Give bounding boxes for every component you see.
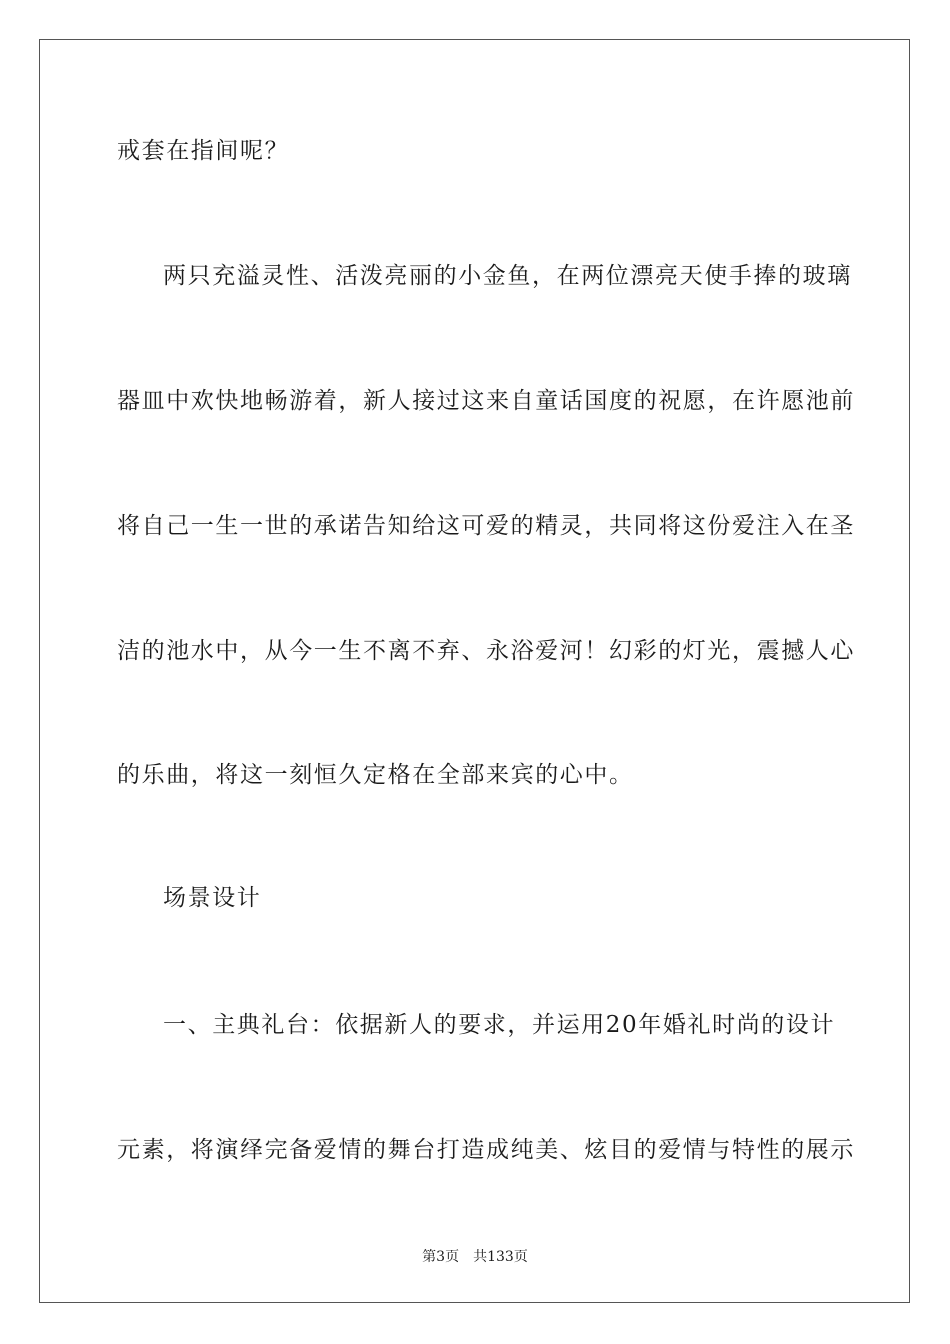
paragraph-line: 一、主典礼台：依据新人的要求，并运用20年婚礼时尚的设计 <box>163 1012 836 1038</box>
page-number: 第3页 <box>422 1249 460 1265</box>
section-heading: 场景设计 <box>163 885 262 911</box>
paragraph-line: 两只充溢灵性、活泼亮丽的小金鱼，在两位漂亮天使手捧的玻璃 <box>163 263 852 289</box>
paragraph-line: 的乐曲，将这一刻恒久定格在全部来宾的心中。 <box>117 762 634 788</box>
page-border <box>39 39 910 1303</box>
paragraph-line: 洁的池水中，从今一生不离不弃、永浴爱河！幻彩的灯光，震撼人心 <box>117 638 855 664</box>
paragraph-line: 器皿中欢快地畅游着，新人接过这来自童话国度的祝愿，在许愿池前 <box>117 388 855 414</box>
paragraph-line: 将自己一生一世的承诺告知给这可爱的精灵，共同将这份爱注入在圣 <box>117 513 855 539</box>
paragraph-line: 元素，将演绎完备爱情的舞台打造成纯美、炫目的爱情与特性的展示 <box>117 1137 855 1163</box>
page-footer <box>0 1247 950 1267</box>
text-line: 戒套在指间呢？ <box>117 138 290 164</box>
page-total: 共133页 <box>473 1249 528 1265</box>
